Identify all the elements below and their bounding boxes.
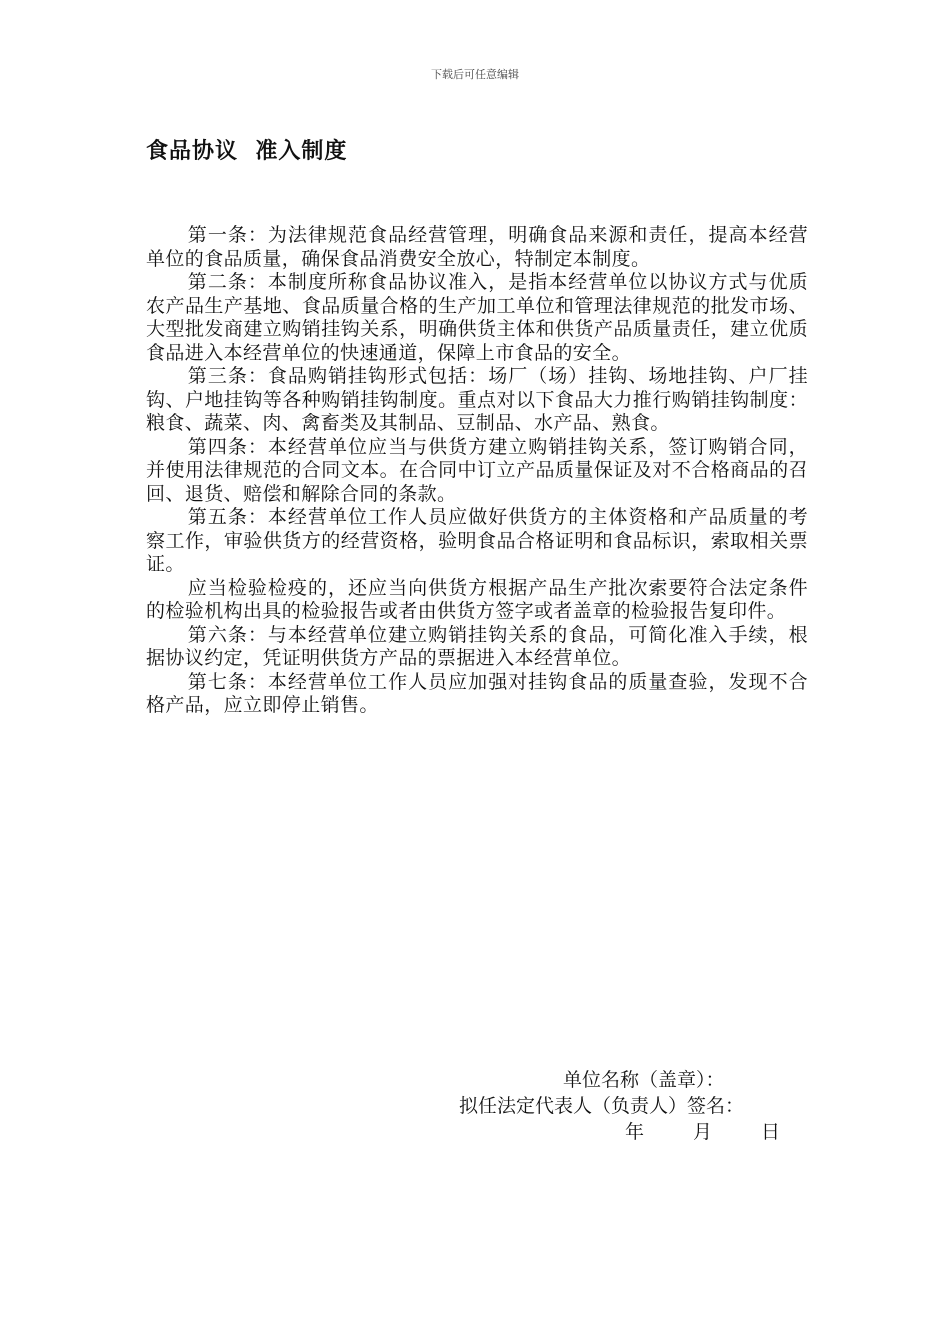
document-body: [146, 224, 808, 718]
article-5-continuation-paragraph: 应当检验检疫的，还应当向供货方根据产品生产批次索要符合法定条件的检验机构出具的检验报告或者由供货方签字或者盖章的检验报告复印件。: [146, 576, 808, 622]
article-5-paragraph: 第五条：本经营单位工作人员应做好供货方的主体资格和产品质量的考察工作，审验供货方的经营资格，验明食品合格证明和食品标识，索取相关票证。: [146, 506, 808, 575]
date-year-label: 年: [625, 1121, 645, 1143]
article-3-paragraph: 第三条：食品购销挂钩形式包括：场厂（场）挂钩、场地挂钩、户厂挂钩、户地挂钩等各种购销挂钩制度。重点对以下食品大力推行购销挂钩制度：粮食、蔬菜、肉、禽畜类及其制品、豆制品、水产品、熟食。: [146, 365, 808, 434]
date-day-label: 日: [761, 1121, 781, 1143]
document-title: 食品协议 准入制度: [146, 139, 348, 164]
representative-signature-label: 拟任法定代表人（负责人）签名：: [459, 1095, 745, 1117]
date-month-label: 月: [693, 1121, 713, 1143]
article-2-paragraph: 第二条：本制度所称食品协议准入，是指本经营单位以协议方式与优质农产品生产基地、食品质量合格的生产加工单位和管理法律规范的批发市场、大型批发商建立购销挂钩关系，明确供货主体和供货产品质量责任，建立优质食品进入本经营单位的快速通道，保障上市食品的安全。: [146, 271, 808, 364]
article-1-paragraph: 第一条：为法律规范食品经营管理，明确食品来源和责任，提高本经营单位的食品质量，确保食品消费安全放心，特制定本制度。: [146, 224, 808, 270]
page-header-note: 下载后可任意编辑: [431, 68, 519, 81]
date-line: [625, 1120, 785, 1240]
article-6-paragraph: 第六条：与本经营单位建立购销挂钩关系的食品，可简化准入手续，根据协议约定，凭证明供货方产品的票据进入本经营单位。: [146, 623, 808, 669]
article-7-paragraph: 第七条：本经营单位工作人员应加强对挂钩食品的质量查验，发现不合格产品，应立即停止销售。: [146, 670, 808, 716]
organization-seal-label: 单位名称（盖章）：: [563, 1069, 725, 1091]
article-4-paragraph: 第四条：本经营单位应当与供货方建立购销挂钩关系，签订购销合同，并使用法律规范的合同文本。在合同中订立产品质量保证及对不合格商品的召回、退货、赔偿和解除合同的条款。: [146, 435, 808, 505]
